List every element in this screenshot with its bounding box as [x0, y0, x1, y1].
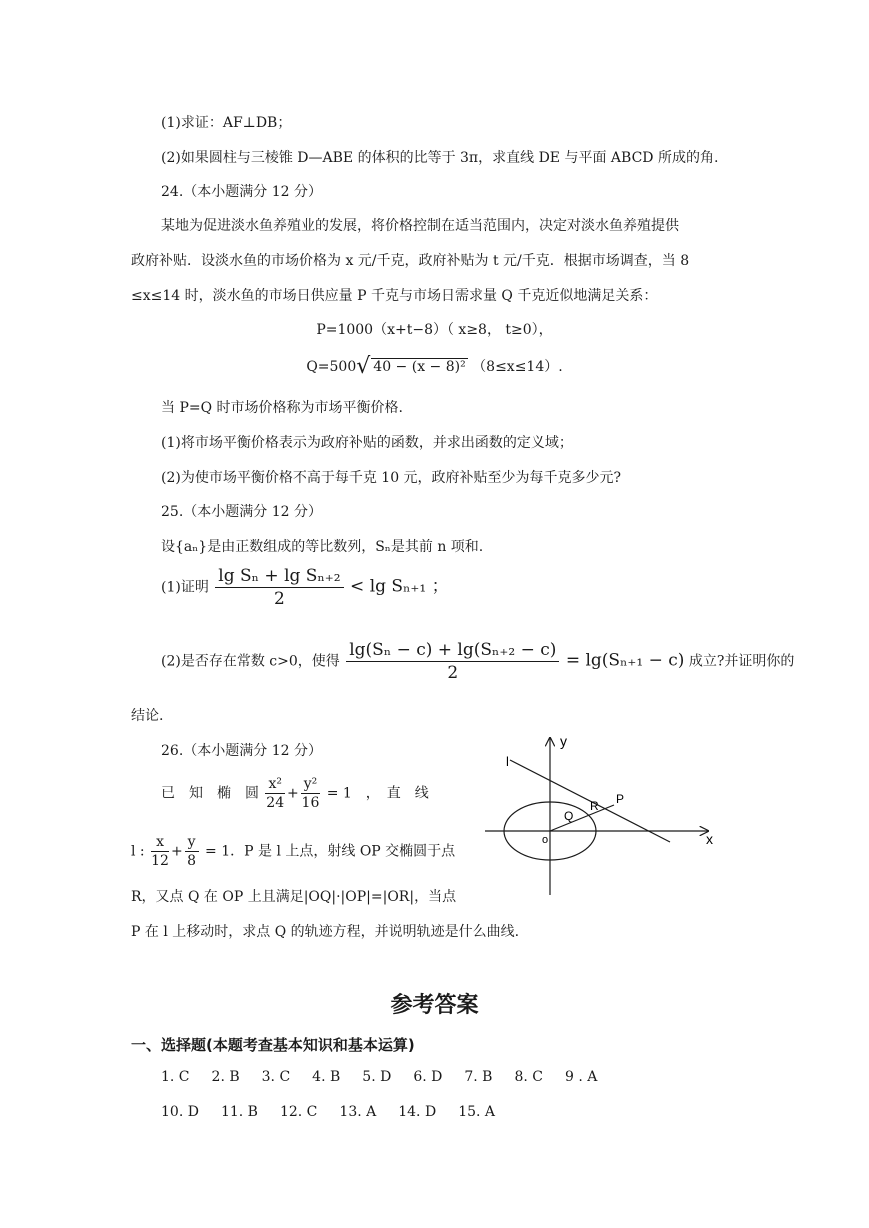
q25-part1-numerator: lg Sₙ + lg Sₙ₊₂: [215, 566, 343, 588]
answers-section1-heading: 一、选择题(本题考查基本知识和基本运算): [131, 1036, 415, 1054]
ellipse-line-figure: [480, 730, 720, 900]
ellipse-x-numerator: x²: [265, 776, 285, 794]
answers-row2: [161, 1104, 517, 1120]
label-q: Q: [564, 809, 574, 823]
q24-formula-q-radicand: 40 − (x − 8)²: [373, 359, 466, 375]
answer-item: 9 . A: [565, 1069, 598, 1085]
answer-item: 15. A: [458, 1104, 496, 1120]
label-p: P: [616, 792, 625, 806]
answer-item: 11. B: [220, 1104, 258, 1120]
q24-paragraph-line3: ≤x≤14 时，淡水鱼的市场日供应量 P 千克与市场日需求量 Q 千克近似地满足关系：: [131, 288, 658, 304]
q26-line1-prefix: 已 知 椭 圆: [161, 785, 259, 802]
q25-part2: [161, 640, 794, 683]
q24-formula-q: [0, 354, 869, 379]
answer-item: 7. B: [464, 1069, 493, 1085]
answer-item: 14. D: [398, 1104, 437, 1120]
answer-item: 10. D: [161, 1104, 199, 1120]
answer-item: 8. C: [514, 1069, 544, 1085]
label-y: y: [560, 733, 567, 749]
line-y-fraction: [185, 834, 199, 869]
label-r: R: [590, 799, 599, 813]
ellipse-x-fraction: [265, 776, 285, 811]
q25-part2-denominator: 2: [447, 663, 459, 683]
line-x-numerator: x: [151, 834, 169, 852]
q24-part1: (1)将市场平衡价格表示为政府补贴的函数，并求出函数的定义域；: [161, 435, 573, 451]
ellipse-x-denominator: 24: [266, 795, 285, 811]
answers-title: 参考答案: [390, 993, 479, 1018]
q24-header: 24.（本小题满分 12 分）: [161, 184, 322, 200]
answer-item: 2. B: [211, 1069, 240, 1085]
ellipse-y-fraction: [301, 776, 321, 811]
line-x-denominator: 12: [151, 853, 169, 869]
q24-formula-q-right: （8≤x≤14）.: [472, 359, 563, 375]
q25-part1-rhs: < lg Sₙ₊₁ ；: [350, 576, 449, 597]
q26-line1-suffix: = 1 ， 直 线: [326, 785, 429, 802]
label-x: x: [706, 831, 713, 847]
q26-header: 26.（本小题满分 12 分）: [161, 743, 322, 759]
answers-row1: [161, 1069, 619, 1085]
line-y-denominator: 8: [187, 853, 197, 869]
q26-line1: 已 知 椭 圆 $\frac{\text{x²}}{24}$ + $\frac{\text{y²}}{16}$ = 1 ， 直 线: [161, 776, 429, 811]
q25-part1: [161, 566, 449, 609]
ray-op: [550, 805, 614, 831]
answer-item: 3. C: [261, 1069, 291, 1085]
q24-formula-q-left: Q=500: [306, 359, 357, 375]
label-l: l: [506, 754, 509, 769]
q26-line4: P 在 l 上移动时，求点 Q 的轨迹方程，并说明轨迹是什么曲线.: [131, 924, 520, 940]
q24-part2: (2)为使市场平衡价格不高于每千克 10 元，政府补贴至少为每千克多少元?: [161, 470, 622, 486]
q25-part2-numerator: lg(Sₙ − c) + lg(Sₙ₊₂ − c): [346, 640, 559, 662]
answer-item: 5. D: [362, 1069, 392, 1085]
q26-line2: l : $\frac{x}{12}$ + $\frac{y}{8}$ = 1．P 是 l 上点，射线 OP 交椭圆于点: [131, 834, 456, 869]
line-y-numerator: y: [185, 834, 199, 852]
q26-line3: R，又点 Q 在 OP 上且满足|OQ|·|OP|=|OR|，当点: [131, 889, 457, 905]
answer-item: 6. D: [413, 1069, 443, 1085]
q25-part1-prefix: (1)证明: [161, 579, 209, 596]
q24-paragraph-line1: 某地为促进淡水鱼养殖业的发展，将价格控制在适当范围内，决定对淡水鱼养殖提供: [161, 218, 679, 234]
answer-item: 4. B: [312, 1069, 341, 1085]
q25-header: 25.（本小题满分 12 分）: [161, 504, 322, 520]
q23-part2: (2)如果圆柱与三棱锥 D—ABE 的体积的比等于 3π，求直线 DE 与平面 ABCD 所成的角.: [161, 150, 719, 166]
q23-part1: (1)求证：AF⊥DB；: [161, 115, 292, 131]
q25-part2-prefix: (2)是否存在常数 c>0，使得: [161, 653, 340, 670]
q24-formula-p: P=1000（x+t−8）（ x≥8， t≥0），: [316, 322, 553, 338]
q24-paragraph-line2: 政府补贴．设淡水鱼的市场价格为 x 元/千克，政府补贴为 t 元/千克．根据市场调查，当 8: [131, 253, 690, 269]
q25-part2-fraction: [346, 640, 559, 683]
ellipse-y-denominator: 16: [301, 795, 320, 811]
q24-definition: 当 P=Q 时市场价格称为市场平衡价格.: [161, 400, 403, 416]
q25-intro: 设{aₙ}是由正数组成的等比数列，Sₙ是其前 n 项和.: [161, 539, 484, 555]
answer-item: 13. A: [339, 1104, 377, 1120]
line-x-fraction: [151, 834, 169, 869]
label-o: o: [542, 834, 549, 846]
sqrt-sign: √: [356, 354, 371, 379]
q26-line2-prefix: l :: [131, 843, 145, 860]
q25-part1-denominator: 2: [274, 589, 285, 609]
q25-part2-rhs: = lg(Sₙ₊₁ − c): [565, 650, 685, 671]
q26-line2-suffix: = 1．P 是 l 上点，射线 OP 交椭圆于点: [205, 843, 456, 860]
q25-part2-suffix: 成立?并证明你的: [688, 653, 795, 670]
q25-part2-continuation: 结论.: [131, 708, 164, 724]
ellipse-y-numerator: y²: [301, 776, 321, 794]
q25-part1-fraction: [215, 566, 343, 609]
answer-item: 12. C: [279, 1104, 318, 1120]
answer-item: 1. C: [161, 1069, 190, 1085]
